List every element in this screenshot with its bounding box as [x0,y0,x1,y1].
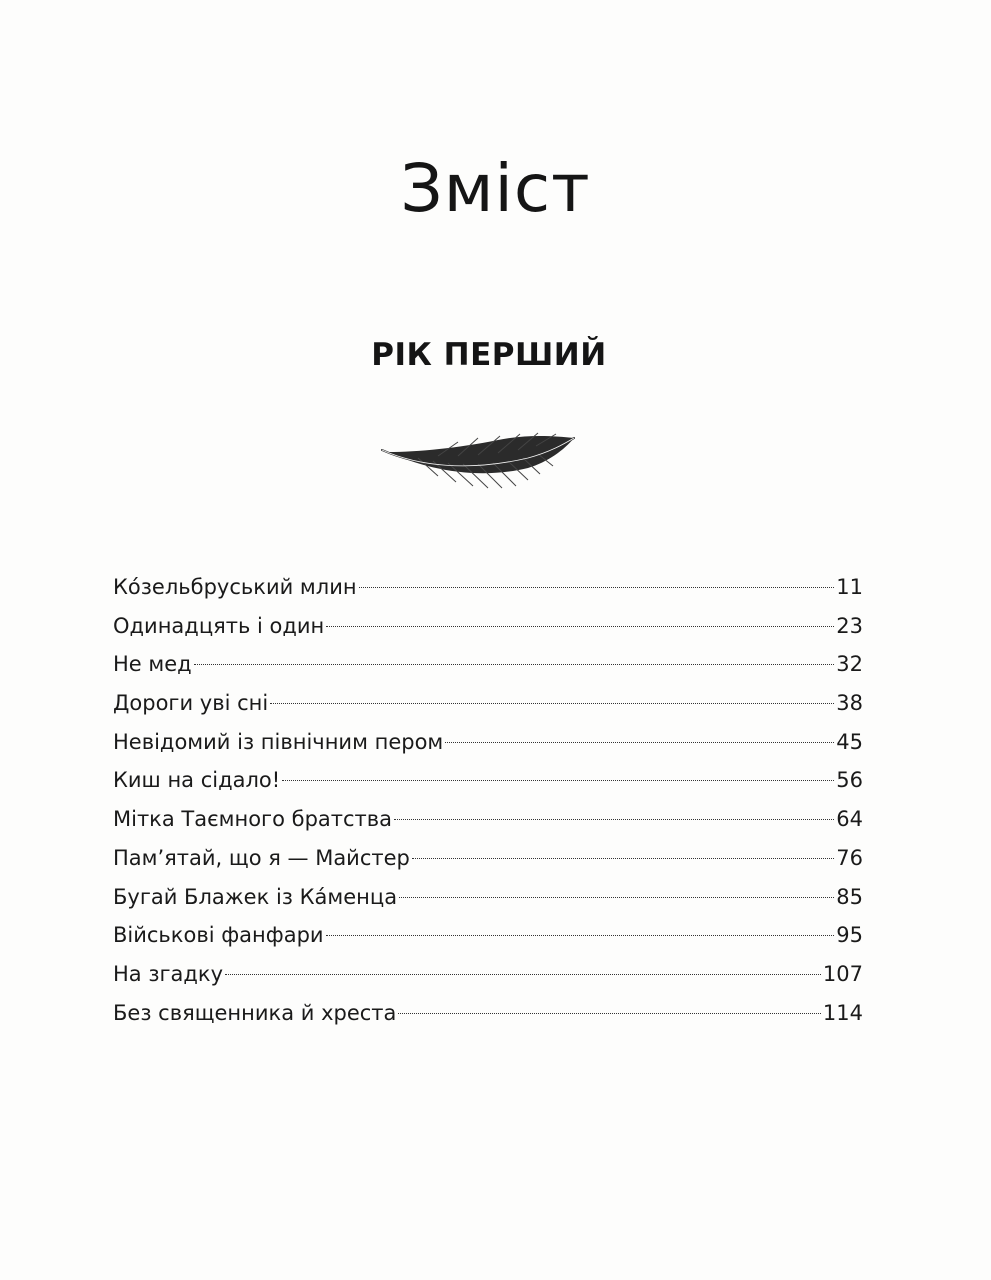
dot-leader [359,587,835,588]
dot-leader [394,819,834,820]
dot-leader [399,897,834,898]
toc-entry-page: 85 [836,884,863,909]
toc-entry-title: Мітка Таємного братства [113,807,393,832]
toc-entry[interactable] [113,684,863,723]
dot-leader [225,974,821,975]
toc-entry-page: 45 [836,729,863,754]
feather-icon [378,428,578,498]
toc-entry[interactable] [113,839,863,878]
dot-leader [398,1013,820,1014]
toc-entry[interactable] [113,645,863,684]
toc-entry[interactable] [113,916,863,955]
section-title: РІК ПЕРШИЙ [371,337,607,373]
toc-entry-title: Без священника й хреста [113,1000,397,1025]
page-title: Зміст [400,150,591,227]
toc-entry-page: 64 [836,807,863,832]
toc-entry-page: 23 [836,613,863,638]
dot-leader [282,780,834,781]
toc-entry-title: На згадку [113,961,224,986]
toc-entry-page: 107 [822,961,863,986]
toc-entry-title: Ко́зельбруський млин [113,575,357,599]
toc-entry-title: Дороги уві сні [113,691,269,716]
toc-entry-title: Військові фанфари [113,923,324,948]
dot-leader [194,664,835,665]
toc-entry-page: 32 [836,652,863,677]
toc-entry[interactable] [113,878,863,917]
dot-leader [412,858,834,859]
toc-entry[interactable] [113,761,863,800]
toc-entry-title: Пам’ятай, що я — Майстер [113,845,410,870]
toc-entry-title: Одинадцять і один [113,613,325,638]
toc-entry-page: 56 [836,768,863,793]
toc-entry[interactable] [113,723,863,762]
toc-entry-title: Киш на сідало! [113,768,281,793]
toc-entry-page: 95 [836,923,863,948]
table-of-contents [113,568,863,1032]
toc-entry[interactable] [113,955,863,994]
toc-entry-page: 11 [836,575,863,599]
dot-leader [326,935,835,936]
dot-leader [326,626,834,627]
toc-entry-page: 114 [822,1000,863,1025]
toc-entry-page: 38 [836,691,863,716]
toc-entry[interactable] [113,568,863,607]
toc-entry[interactable] [113,800,863,839]
toc-entry[interactable] [113,607,863,646]
toc-entry-title: Невідомий із північним пером [113,729,444,754]
dot-leader [270,703,834,704]
toc-entry-page: 76 [836,845,863,870]
toc-entry[interactable] [113,994,863,1033]
toc-entry-title: Не мед [113,652,192,677]
dot-leader [445,742,834,743]
toc-entry-title: Бугай Блажек із Ка́менца [113,884,398,909]
